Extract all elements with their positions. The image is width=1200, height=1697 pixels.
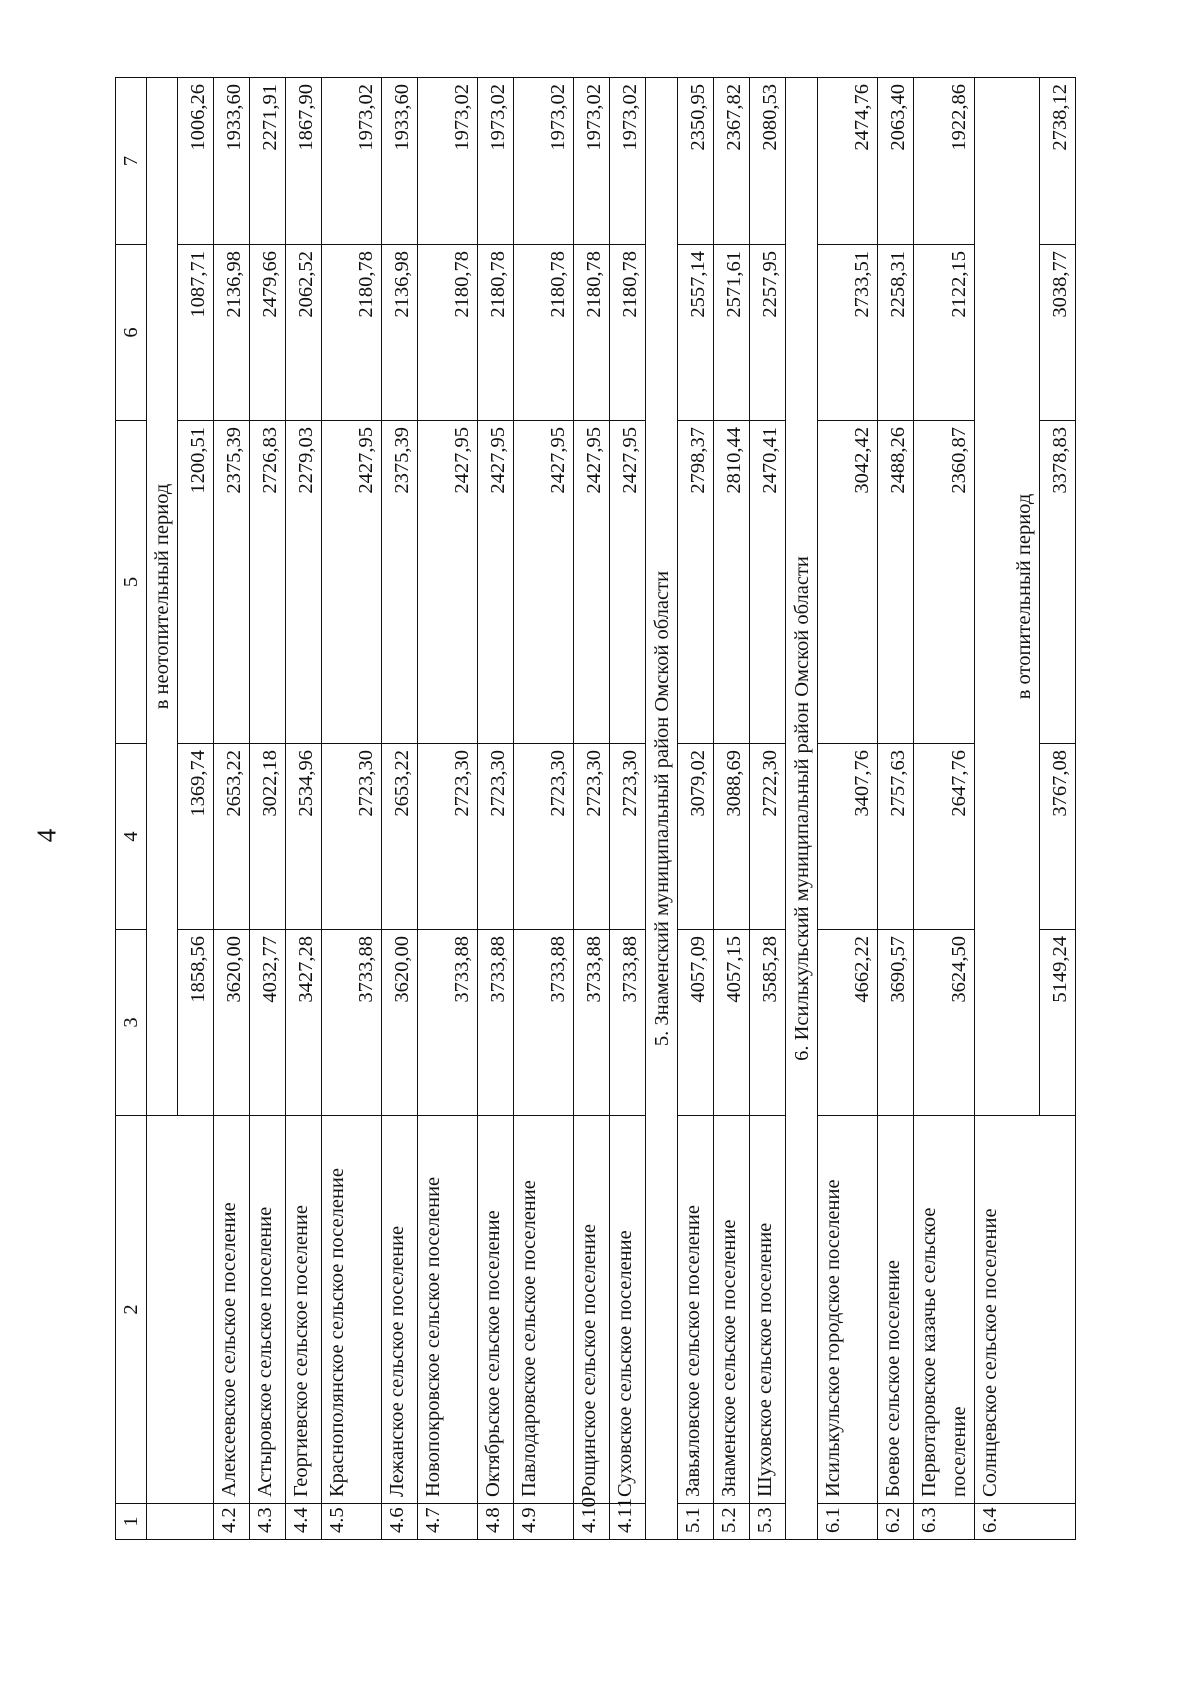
row-number: 4.2 xyxy=(214,1504,250,1540)
period-row-non-heating xyxy=(147,78,178,1540)
value-cell: 2180,78 xyxy=(610,245,646,421)
value-cell: 2488,26 xyxy=(878,421,914,744)
row-name: Суховское сельское поселение xyxy=(610,1116,646,1504)
section-title: 5. Знаменский муниципальный район Омской области xyxy=(646,78,678,1540)
value-cell: 2271,91 xyxy=(250,78,286,245)
period-label: в отопительный период xyxy=(1009,78,1040,1116)
row-number: 4.4 xyxy=(286,1504,322,1540)
table-row xyxy=(610,78,646,1540)
value-cell: 3620,00 xyxy=(214,930,250,1116)
header-row xyxy=(116,78,147,1540)
value-cell: 2427,95 xyxy=(322,421,382,744)
row-name: Солнцевское сельское поселение xyxy=(975,1116,1076,1504)
value-cell: 1973,02 xyxy=(418,78,478,245)
value-cell: 3733,88 xyxy=(418,930,478,1116)
table-row xyxy=(878,78,914,1540)
blank-cell xyxy=(147,1116,214,1504)
table-row xyxy=(418,78,478,1540)
value-cell: 2136,98 xyxy=(382,245,418,421)
value-cell: 1200,51 xyxy=(178,421,214,744)
value-cell: 3022,18 xyxy=(250,744,286,930)
value-cell: 3042,42 xyxy=(818,421,878,744)
value-cell: 2653,22 xyxy=(382,744,418,930)
value-cell: 1006,26 xyxy=(178,78,214,245)
table-row xyxy=(818,78,878,1540)
value-cell: 2798,37 xyxy=(678,421,714,744)
value-cell: 3038,77 xyxy=(1039,245,1075,421)
row-name: Краснополянское сельское поселение xyxy=(322,1116,382,1504)
table-row xyxy=(214,78,250,1540)
value-cell: 2571,61 xyxy=(714,245,750,421)
value-cell: 2427,95 xyxy=(574,421,610,744)
row-name: Шуховское сельское поселение xyxy=(750,1116,786,1504)
row-number: 5.2 xyxy=(714,1504,750,1540)
col-header-1: 1 xyxy=(116,1504,147,1540)
value-cell: 1087,71 xyxy=(178,245,214,421)
section-row xyxy=(786,78,818,1540)
col-header-6: 6 xyxy=(116,245,147,421)
value-cell: 2367,82 xyxy=(714,78,750,245)
value-cell: 3733,88 xyxy=(514,930,574,1116)
row-number: 5.3 xyxy=(750,1504,786,1540)
row-number: 4.8 xyxy=(478,1504,514,1540)
value-cell: 2279,03 xyxy=(286,421,322,744)
value-cell: 2738,12 xyxy=(1039,78,1075,245)
table-row xyxy=(514,78,574,1540)
value-cell: 4662,22 xyxy=(818,930,878,1116)
value-cell: 2647,76 xyxy=(914,744,975,930)
value-cell: 3690,57 xyxy=(878,930,914,1116)
value-cell: 1933,60 xyxy=(214,78,250,245)
value-cell: 4032,77 xyxy=(250,930,286,1116)
value-cell: 1973,02 xyxy=(514,78,574,245)
value-cell: 3733,88 xyxy=(610,930,646,1116)
value-cell: 2723,30 xyxy=(322,744,382,930)
value-cell: 3624,50 xyxy=(914,930,975,1116)
value-cell: 2723,30 xyxy=(574,744,610,930)
value-cell: 2726,83 xyxy=(250,421,286,744)
value-cell: 2360,87 xyxy=(914,421,975,744)
value-cell: 3585,28 xyxy=(750,930,786,1116)
row-number: 4.11 xyxy=(610,1504,646,1540)
table-row xyxy=(322,78,382,1540)
table-row xyxy=(574,78,610,1540)
row-name: Исилькульское городское поселение xyxy=(818,1116,878,1504)
value-cell: 4057,09 xyxy=(678,930,714,1116)
value-cell: 2180,78 xyxy=(478,245,514,421)
value-cell: 2653,22 xyxy=(214,744,250,930)
row-number: 4.6 xyxy=(382,1504,418,1540)
row-number: 6.4 xyxy=(975,1504,1076,1540)
page-number: 4 xyxy=(31,828,62,843)
value-cell: 3733,88 xyxy=(574,930,610,1116)
row-number: 4.9 xyxy=(514,1504,574,1540)
col-header-5: 5 xyxy=(116,421,147,744)
table-row xyxy=(250,78,286,1540)
value-cell: 3407,76 xyxy=(818,744,878,930)
row-number: 5.1 xyxy=(678,1504,714,1540)
value-cell: 2180,78 xyxy=(514,245,574,421)
value-cell: 2723,30 xyxy=(478,744,514,930)
value-cell: 3088,69 xyxy=(714,744,750,930)
row-name: Рощинское сельское поселение xyxy=(574,1116,610,1504)
value-cell: 2080,53 xyxy=(750,78,786,245)
value-cell: 3767,08 xyxy=(1039,744,1075,930)
value-cell: 2810,44 xyxy=(714,421,750,744)
value-cell: 2722,30 xyxy=(750,744,786,930)
value-cell: 2534,96 xyxy=(286,744,322,930)
value-cell: 2427,95 xyxy=(610,421,646,744)
col-header-3: 3 xyxy=(116,930,147,1116)
tariff-table xyxy=(115,77,1076,1540)
row-number: 4.10 xyxy=(574,1504,610,1540)
value-cell: 2180,78 xyxy=(574,245,610,421)
col-header-7: 7 xyxy=(116,78,147,245)
rotated-table-container xyxy=(115,78,1070,1540)
row-name: Лежанское сельское поселение xyxy=(382,1116,418,1504)
value-cell: 5149,24 xyxy=(1039,930,1075,1116)
value-cell: 2375,39 xyxy=(214,421,250,744)
col-header-2: 2 xyxy=(116,1116,147,1504)
value-cell: 2427,95 xyxy=(478,421,514,744)
row-name: Первотаровское казачье сельское поселение xyxy=(914,1116,975,1504)
value-cell: 2427,95 xyxy=(514,421,574,744)
value-cell: 3733,88 xyxy=(478,930,514,1116)
row-number: 6.1 xyxy=(818,1504,878,1540)
table-row xyxy=(478,78,514,1540)
table-row xyxy=(914,78,975,1540)
row-name: Новопокровское сельское поселение xyxy=(418,1116,478,1504)
table-row xyxy=(750,78,786,1540)
value-cell: 3620,00 xyxy=(382,930,418,1116)
value-cell: 1369,74 xyxy=(178,744,214,930)
value-cell: 2427,95 xyxy=(418,421,478,744)
value-cell: 2375,39 xyxy=(382,421,418,744)
value-cell: 2258,31 xyxy=(878,245,914,421)
value-cell: 2757,63 xyxy=(878,744,914,930)
value-cell: 3378,83 xyxy=(1039,421,1075,744)
table-row xyxy=(382,78,418,1540)
value-cell: 3427,28 xyxy=(286,930,322,1116)
row-number: 4.7 xyxy=(418,1504,478,1540)
row-number: 6.3 xyxy=(914,1504,975,1540)
value-cell: 1933,60 xyxy=(382,78,418,245)
value-cell: 2474,76 xyxy=(818,78,878,245)
blank-cell xyxy=(975,78,1009,1116)
table-row xyxy=(678,78,714,1540)
value-cell: 2180,78 xyxy=(418,245,478,421)
col-header-4: 4 xyxy=(116,744,147,930)
value-cell: 3733,88 xyxy=(322,930,382,1116)
value-cell: 1973,02 xyxy=(574,78,610,245)
value-cell: 2479,66 xyxy=(250,245,286,421)
value-cell: 2063,40 xyxy=(878,78,914,245)
value-cell: 2723,30 xyxy=(418,744,478,930)
value-cell: 2180,78 xyxy=(322,245,382,421)
row-number: 6.2 xyxy=(878,1504,914,1540)
value-cell: 2062,52 xyxy=(286,245,322,421)
value-cell: 1922,86 xyxy=(914,78,975,245)
value-cell: 3079,02 xyxy=(678,744,714,930)
value-cell: 1867,90 xyxy=(286,78,322,245)
row-name: Знаменское сельское поселение xyxy=(714,1116,750,1504)
value-cell: 2723,30 xyxy=(514,744,574,930)
row-name: Завьяловское сельское поселение xyxy=(678,1116,714,1504)
value-cell: 2723,30 xyxy=(610,744,646,930)
value-cell: 2350,95 xyxy=(678,78,714,245)
row-name: Павлодаровское сельское поселение xyxy=(514,1116,574,1504)
value-cell: 2122,15 xyxy=(914,245,975,421)
value-cell: 2470,41 xyxy=(750,421,786,744)
section-title: 6. Исилькульский муниципальный район Омской области xyxy=(786,78,818,1540)
value-cell: 1973,02 xyxy=(478,78,514,245)
value-cell: 1858,56 xyxy=(178,930,214,1116)
table-row xyxy=(975,78,1009,1540)
row-name: Октябрьское сельское поселение xyxy=(478,1116,514,1504)
value-cell: 2557,14 xyxy=(678,245,714,421)
value-cell: 2136,98 xyxy=(214,245,250,421)
row-number: 4.5 xyxy=(322,1504,382,1540)
value-cell: 4057,15 xyxy=(714,930,750,1116)
row-name: Астыровское сельское поселение xyxy=(250,1116,286,1504)
table-row xyxy=(286,78,322,1540)
value-cell: 2257,95 xyxy=(750,245,786,421)
section-row xyxy=(646,78,678,1540)
value-cell: 1973,02 xyxy=(322,78,382,245)
table-row xyxy=(714,78,750,1540)
period-label: в неотопительный период xyxy=(147,78,178,1116)
row-name: Боевое сельское поселение xyxy=(878,1116,914,1504)
row-name: Георгиевское сельское поселение xyxy=(286,1116,322,1504)
blank-cell xyxy=(147,1504,214,1540)
value-cell: 2733,51 xyxy=(818,245,878,421)
row-number: 4.3 xyxy=(250,1504,286,1540)
row-name: Алексеевское сельское поселение xyxy=(214,1116,250,1504)
value-cell: 1973,02 xyxy=(610,78,646,245)
